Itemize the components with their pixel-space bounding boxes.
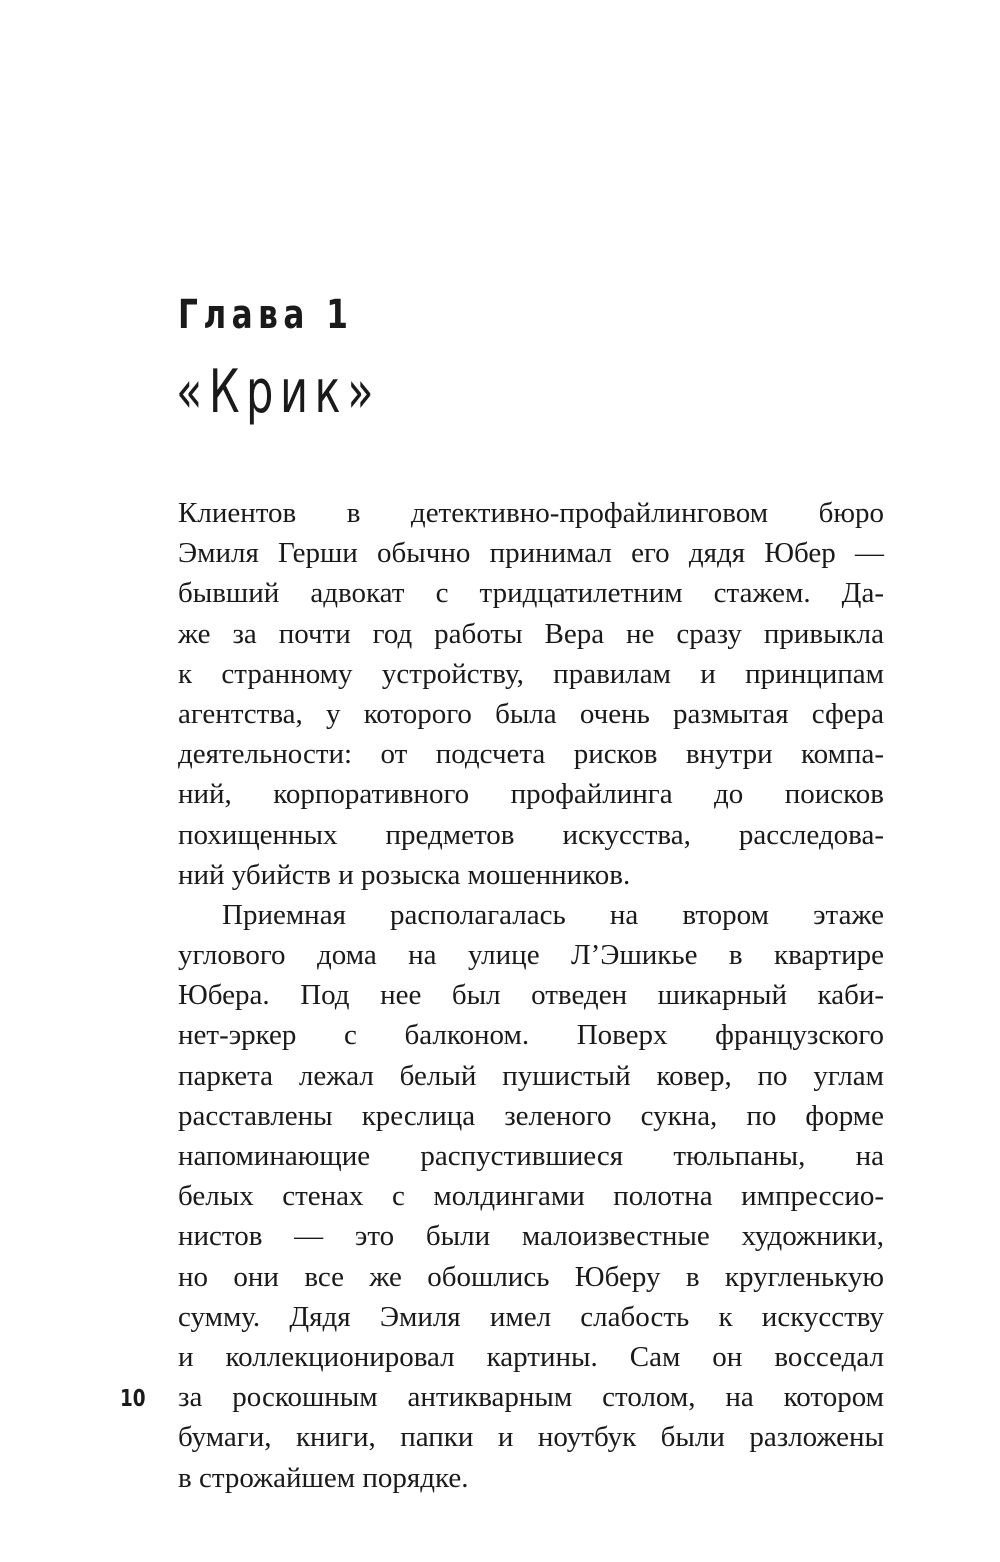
paragraph-1 [178,493,884,895]
body-text [178,493,884,1498]
text-line: напоминающие распустившиеся тюльпаны, на [178,1140,884,1172]
chapter-label: Глава 1 [178,292,354,338]
text-line: Клиентов в детективно-профайлинговом бюро [178,497,884,529]
text-line: нет-эркер с балконом. Поверх французского [178,1019,884,1052]
text-line: углового дома на улице Л’Эшикье в квартире [178,939,884,972]
text-line: Приемная располагалась на втором этаже [222,898,884,931]
text-line: похищенных предметов искусства, расследова- [178,818,884,851]
text-line: ний убийств и розыска мошенников. [178,858,631,891]
text-line: бывший адвокат с тридцатилетним стажем. Да- [178,577,884,610]
text-line: но они все же обошлись Юберу в кругленькую [178,1260,884,1293]
paragraph-2 [178,895,884,1498]
text-line: деятельности: от подсчета рисков внутри компа- [178,738,884,771]
text-line: в строжайшем порядке. [178,1461,469,1494]
text-line: сумму. Дядя Эмиля имел слабость к искусству [178,1300,884,1333]
page-number: 10 [120,1386,146,1412]
text-line: за роскошным антикварным столом, на котором [178,1381,884,1414]
text-line: ний, корпоративного профайлинга до поисков [178,778,884,811]
text-line: к странному устройству, правилам и принципам [178,657,884,690]
text-line: белых стенах с молдингами полотна импрессио- [178,1180,884,1213]
text-line: нистов — это были малоизвестные художники, [178,1220,884,1253]
text-line: и коллекционировал картины. Сам он восседал [178,1340,884,1373]
text-line: агентства, у которого была очень размытая сфера [178,697,884,730]
text-line: же за почти год работы Вера не сразу привыкла [178,617,884,650]
text-line: расставлены креслица зеленого сукна, по форме [178,1099,884,1132]
chapter-title: «Крик» [176,357,381,427]
text-line: бумаги, книги, папки и ноутбук были разложены [178,1421,884,1454]
text-line: паркета лежал белый пушистый ковер, по углам [178,1059,884,1092]
text-line: Эмиля Герши обычно принимал его дядя Юбер — [178,537,884,570]
text-line: Юбера. Под нее был отведен шикарный каби- [178,979,884,1012]
